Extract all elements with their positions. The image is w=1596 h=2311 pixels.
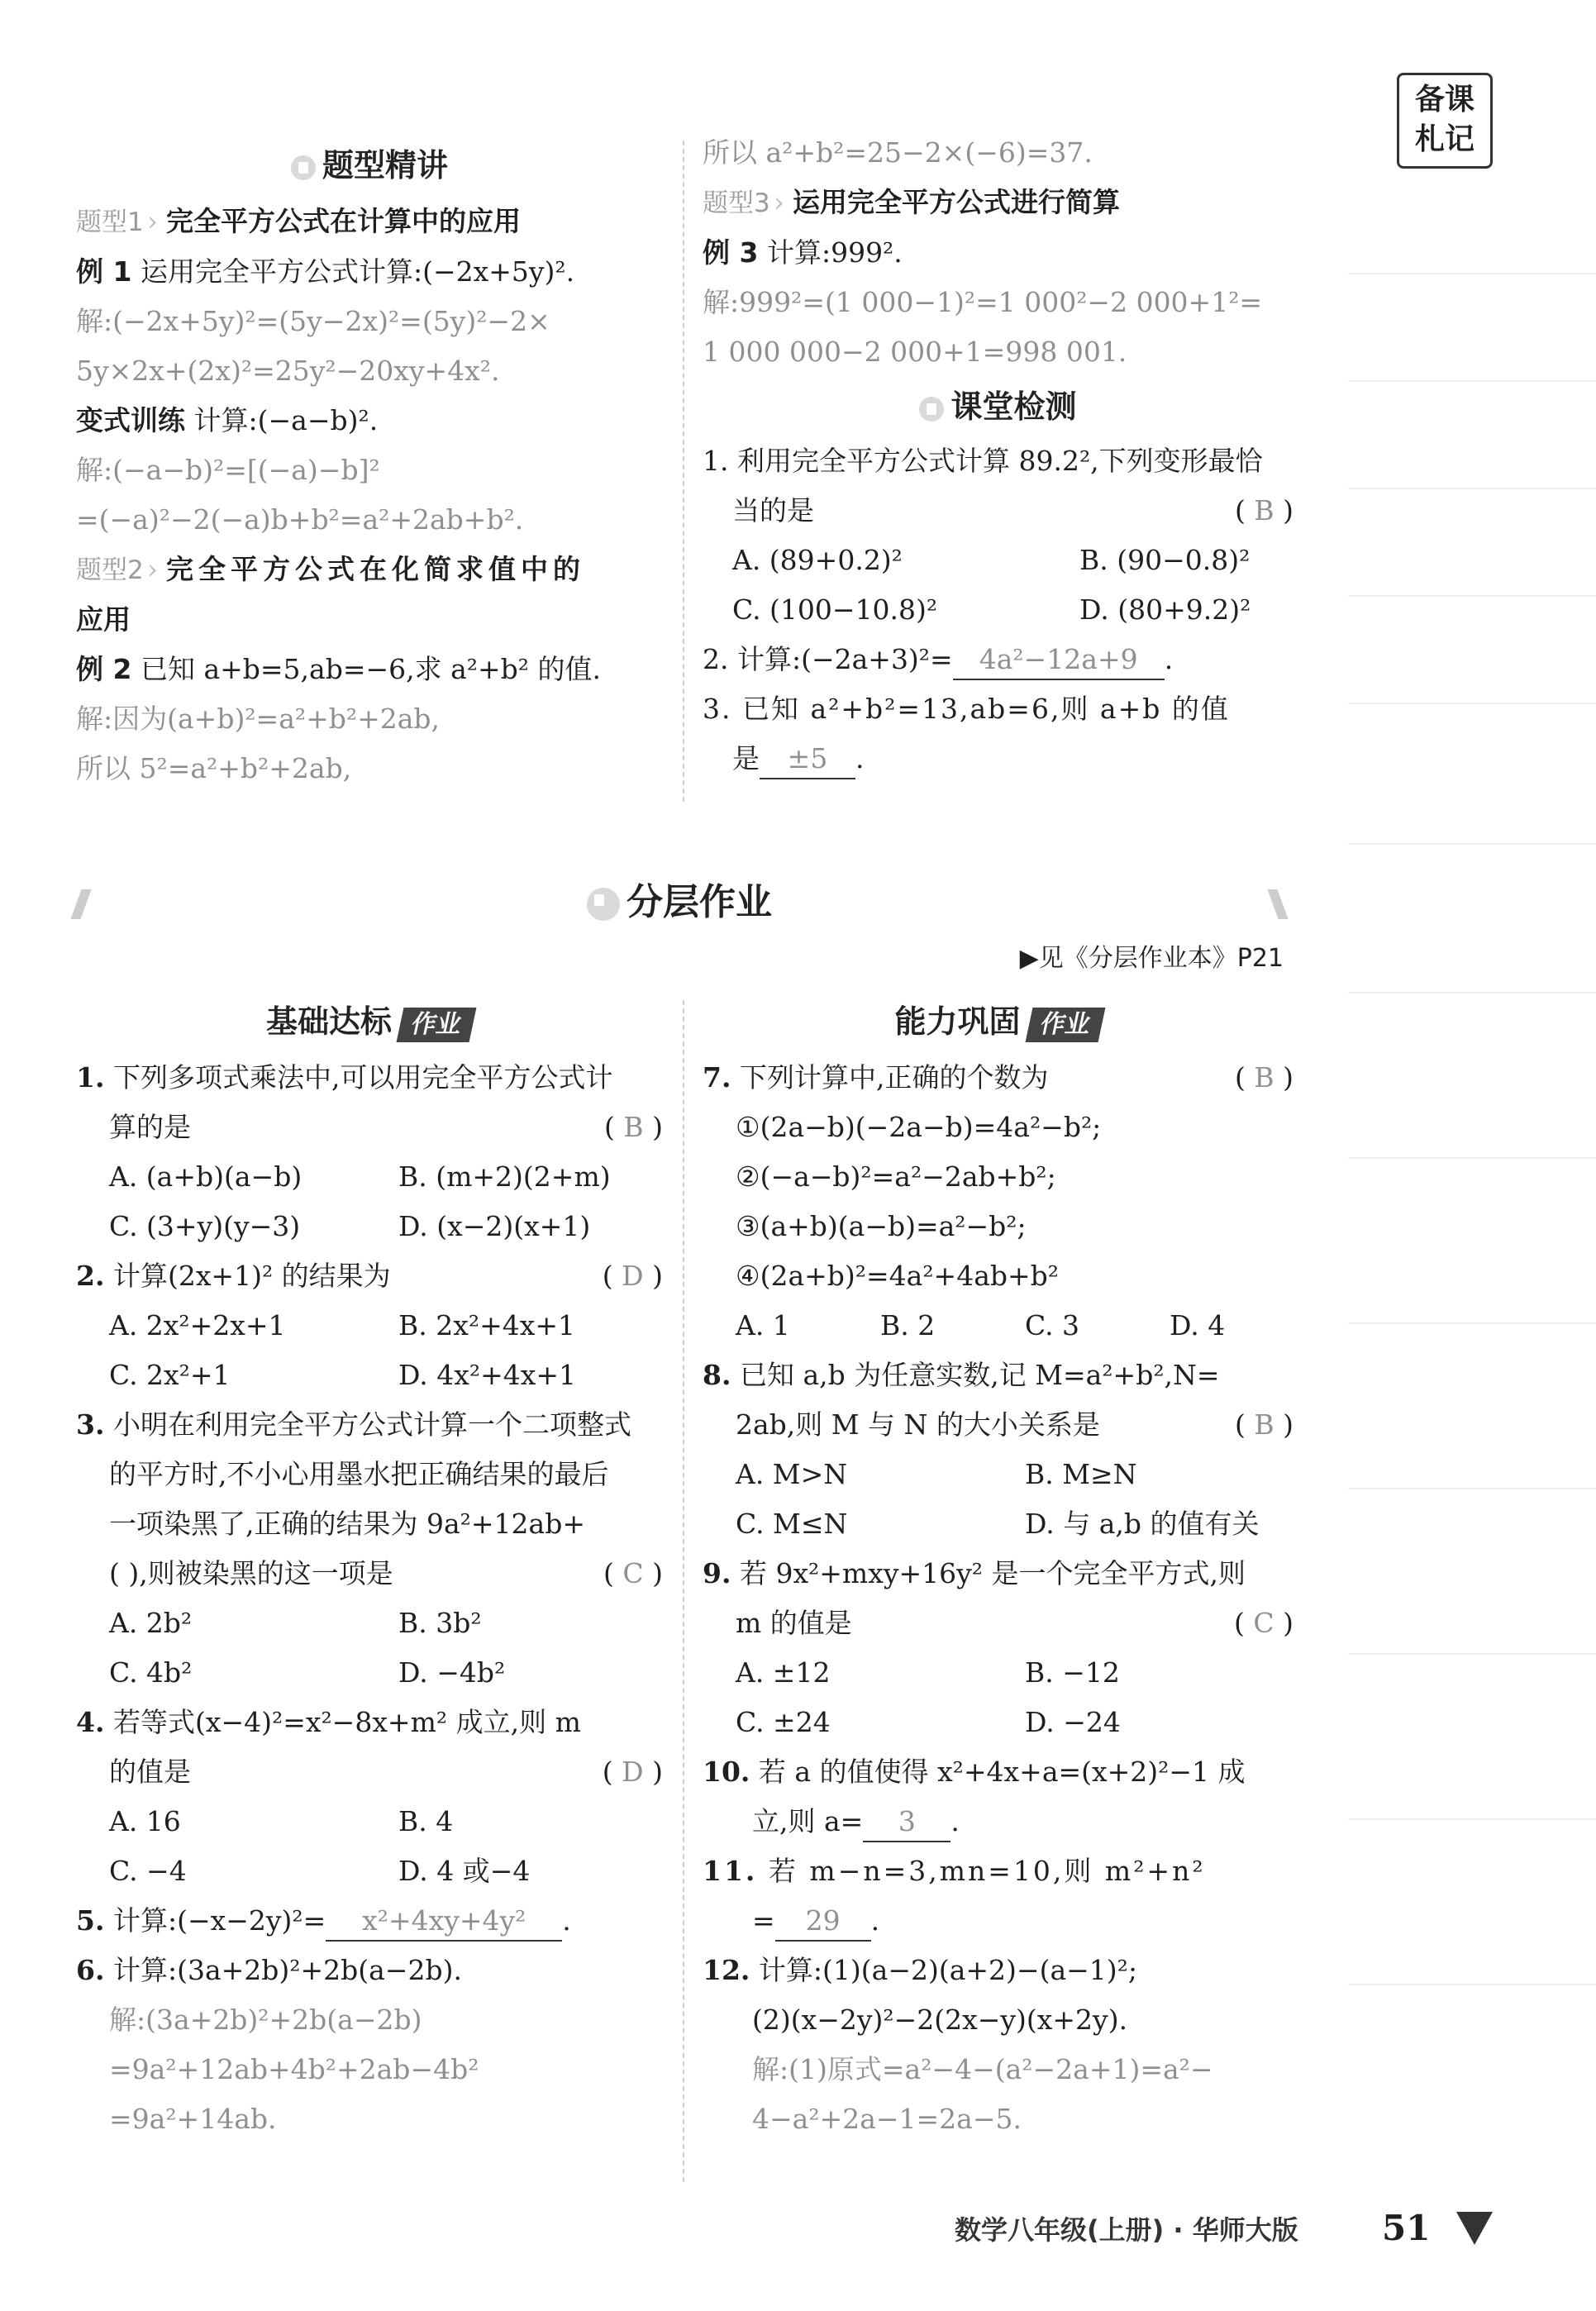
question-8: 8. 已知 a,b 为任意实数,记 M=a²+b²,N=: [703, 1359, 1220, 1391]
section-title-types: 题型精讲: [76, 141, 663, 190]
choice-answer: C: [622, 1557, 644, 1589]
question-2: 2. 计算(2x+1)² 的结果为 ( D ): [76, 1260, 663, 1292]
question-9: 9. 若 9x²+mxy+16y² 是一个完全平方式,则: [703, 1557, 1246, 1589]
options-row: C. 2x²+1 D. 4x²+4x+1: [109, 1359, 576, 1391]
solution-line: 解:(3a+2b)²+2b(a−2b): [109, 2004, 422, 2036]
statement: ②(−a−b)²=a²−2ab+b²;: [736, 1160, 1056, 1193]
option: C. (100−10.8)²: [732, 593, 938, 626]
example1-line: 例 1 运用完全平方公式计算:(−2x+5y)².: [76, 255, 575, 288]
banner-icon: [587, 888, 620, 921]
check-q3-cont: 是 ±5 .: [703, 734, 1293, 784]
solution-line: =(−a)²−2(−a)b+b²=a²+2ab+b².: [76, 503, 524, 536]
solution-line: 解:999²=(1 000−1)²=1 000²−2 000+1²=: [703, 286, 1263, 318]
type1-line: 题型1 › 完全平方公式在计算中的应用: [76, 205, 521, 237]
choice-answer: B: [1254, 494, 1274, 527]
fill-answer: 3: [863, 1803, 950, 1842]
check-q2: 2. 计算:(−2a+3)²= 4a²−12a+9 .: [703, 635, 1293, 684]
question-3-cont: 的平方时,不小心用墨水把正确结果的最后: [109, 1458, 609, 1490]
question-11-cont: = 29 .: [703, 1896, 1293, 1946]
solution-line: 解:(1)原式=a²−4−(a²−2a+1)=a²−: [752, 2053, 1213, 2085]
footer-book-title: 数学八年级(上册) · 华师大版: [955, 2214, 1298, 2246]
solution-line: 所以 5²=a²+b²+2ab,: [76, 752, 352, 784]
choice-answer: B: [1254, 1061, 1274, 1094]
options-row: C. 4b² D. −4b²: [109, 1656, 506, 1689]
question-7: 7. 下列计算中,正确的个数为 ( B ): [703, 1061, 1293, 1094]
check-q1: 1. 利用完全平方公式计算 89.2²,下列变形最恰: [703, 445, 1263, 477]
solution-line: 解:(−a−b)²=[(−a)−b]²: [76, 454, 380, 486]
ability-header: 能力巩固 作业: [703, 997, 1293, 1053]
solution-line: 5y×2x+(2x)²=25y²−20xy+4x².: [76, 355, 500, 387]
solution-line: 1 000 000−2 000+1=998 001.: [703, 336, 1127, 368]
question-3-cont: ( ),则被染黑的这一项是 ( C ): [109, 1557, 663, 1589]
solution-line: 解:因为(a+b)²=a²+b²+2ab,: [76, 703, 441, 735]
example3-line: 例 3 计算:999².: [703, 236, 903, 269]
fill-answer: 29: [775, 1902, 871, 1942]
question-4: 4. 若等式(x−4)²=x²−8x+m² 成立,则 m: [76, 1706, 581, 1738]
section-icon: [919, 397, 944, 422]
choice-answer: D: [622, 1260, 644, 1292]
corner-badge-line1: 备课: [1414, 83, 1475, 117]
homework-badge: 作业: [397, 1008, 477, 1042]
options-row: A. 16 B. 4: [109, 1805, 454, 1837]
question-3: 3. 小明在利用完全平方公式计算一个二项整式: [76, 1408, 631, 1441]
section-title-check: 课堂检测: [703, 382, 1293, 431]
question-10: 10. 若 a 的值使得 x²+4x+a=(x+2)²−1 成: [703, 1756, 1246, 1788]
option: D. (80+9.2)²: [1079, 593, 1251, 626]
choice-answer: B: [623, 1111, 644, 1143]
question-11: 11. 若 m−n=3,mn=10,则 m²+n²: [703, 1855, 1206, 1887]
question-12-cont: (2)(x−2y)²−2(2x−y)(x+2y).: [752, 2004, 1128, 2036]
question-12: 12. 计算:(1)(a−2)(a+2)−(a−1)²;: [703, 1954, 1137, 1986]
choice-answer: C: [1253, 1607, 1274, 1639]
basic-header: 基础达标 作业: [76, 997, 663, 1053]
type2-line: 题型2 › 完全平方公式在化简求值中的: [76, 553, 585, 585]
option: A. (89+0.2)²: [732, 544, 903, 576]
fill-answer: 4a²−12a+9: [953, 641, 1165, 680]
choice-answer: B: [1254, 1408, 1274, 1441]
question-3-cont: 一项染黑了,正确的结果为 9a²+12ab+: [109, 1508, 585, 1540]
type-tag: 题型1: [76, 207, 144, 237]
corner-badge-line2: 札记: [1414, 122, 1475, 156]
right-bottom-column: [703, 997, 1293, 2144]
options-row: C. M≤N D. 与 a,b 的值有关: [736, 1508, 1260, 1540]
statement: ①(2a−b)(−2a−b)=4a²−b²;: [736, 1111, 1102, 1143]
homework-banner: [76, 874, 1283, 932]
question-9-cont: m 的值是 ( C ): [736, 1607, 1293, 1639]
type2-line-cont: 应用: [76, 603, 131, 636]
options-row: A. 2x²+2x+1 B. 2x²+4x+1: [109, 1309, 575, 1341]
question-6: 6. 计算:(3a+2b)²+2b(a−2b).: [76, 1954, 462, 1986]
solution-line: =9a²+12ab+4b²+2ab−4b²: [109, 2053, 479, 2085]
options-row: C. ±24 D. −24: [736, 1706, 1121, 1738]
bottom-column-divider: [683, 1000, 684, 2182]
left-top-column: [76, 141, 663, 793]
question-8-cont: 2ab,则 M 与 N 的大小关系是 ( B ): [736, 1408, 1293, 1441]
fill-answer: ±5: [760, 740, 855, 779]
options-row: A. 1 B. 2 C. 3 D. 4: [736, 1309, 1226, 1341]
options-row: A. ±12 B. −12: [736, 1656, 1120, 1689]
choice-answer: D: [622, 1756, 644, 1788]
footer-deco-icon: [1456, 2212, 1493, 2245]
homework-reference: ▶见《分层作业本》P21: [1019, 944, 1284, 973]
solution-line: =9a²+14ab.: [109, 2103, 277, 2135]
fill-answer: x²+4xy+4y²: [326, 1902, 562, 1942]
question-10-cont: 立,则 a= 3 .: [703, 1797, 1293, 1846]
statement: ④(2a+b)²=4a²+4ab+b²: [736, 1260, 1060, 1292]
right-top-column: [703, 128, 1293, 784]
type3-line: 题型3 › 运用完全平方公式进行简算: [703, 186, 1120, 218]
banner-title: 分层作业: [76, 878, 1283, 927]
top-column-divider: [683, 141, 684, 802]
options-row: [703, 585, 1293, 635]
check-q1-cont: 当的是 ( B ): [732, 494, 1293, 527]
options-row: A. M>N B. M≥N: [736, 1458, 1137, 1490]
options-row: C. −4 D. 4 或−4: [109, 1855, 531, 1887]
option: B. (90−0.8)²: [1079, 544, 1251, 576]
question-5: 5. 计算:(−x−2y)²= x²+4xy+4y² .: [76, 1896, 663, 1946]
options-row: A. 2b² B. 3b²: [109, 1607, 482, 1639]
question-1-cont: 算的是 ( B ): [109, 1111, 663, 1143]
page-number: 51: [1382, 2208, 1431, 2248]
section-icon: [291, 155, 316, 180]
statement: ③(a+b)(a−b)=a²−b²;: [736, 1210, 1027, 1242]
check-q3: 3. 已知 a²+b²=13,ab=6,则 a+b 的值: [703, 693, 1230, 725]
corner-badge: [1397, 73, 1493, 169]
variant-line: 变式训练 计算:(−a−b)².: [76, 404, 379, 436]
question-1: 1. 下列多项式乘法中,可以用完全平方公式计: [76, 1061, 613, 1094]
homework-badge: 作业: [1025, 1008, 1105, 1042]
options-row: C. (3+y)(y−3) D. (x−2)(x+1): [109, 1210, 591, 1242]
question-4-cont: 的值是 ( D ): [109, 1756, 663, 1788]
solution-line: 解:(−2x+5y)²=(5y−2x)²=(5y)²−2×: [76, 305, 550, 337]
solution-line: 4−a²+2a−1=2a−5.: [752, 2103, 1022, 2135]
example2-line: 例 2 已知 a+b=5,ab=−6,求 a²+b² 的值.: [76, 653, 601, 685]
options-row: [703, 536, 1293, 585]
solution-line: 所以 a²+b²=25−2×(−6)=37.: [703, 136, 1093, 169]
left-bottom-column: [76, 997, 663, 2144]
options-row: A. (a+b)(a−b) B. (m+2)(2+m): [109, 1160, 611, 1193]
